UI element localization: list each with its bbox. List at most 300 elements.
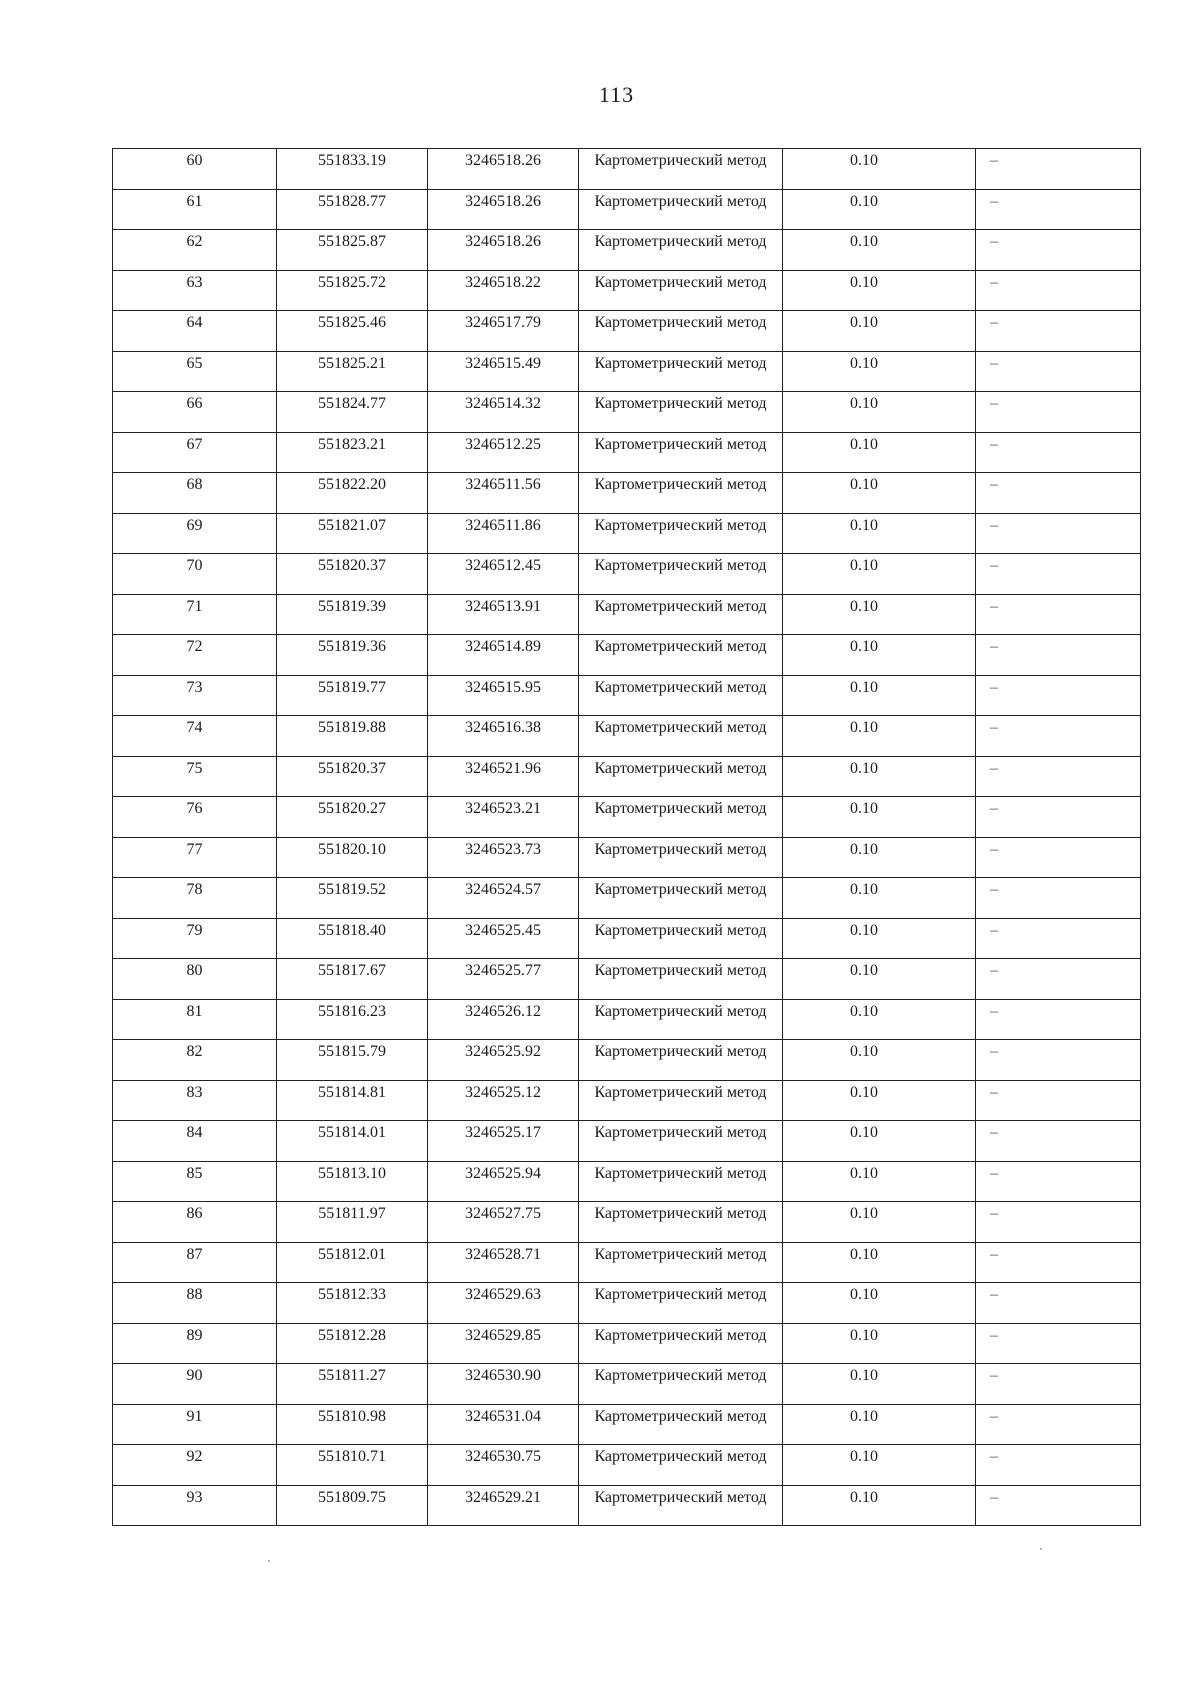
method-cell-text: Картометрический метод (594, 1083, 767, 1101)
method-cell (579, 918, 783, 959)
method-cell (579, 432, 783, 473)
method-cell-text: Картометрический метод (594, 881, 767, 898)
point-number-cell (113, 837, 277, 878)
x-coordinate-cell (277, 999, 428, 1040)
x-coordinate-cell-text: 551833.19 (318, 152, 386, 169)
note-cell (976, 432, 1141, 473)
point-number-cell (113, 675, 277, 716)
accuracy-cell-text: 0.10 (850, 1367, 878, 1384)
x-coordinate-cell-text: 551812.28 (318, 1326, 386, 1344)
y-coordinate-cell (428, 999, 579, 1040)
note-cell-text: – (990, 1488, 998, 1506)
point-number-cell-text: 91 (186, 1407, 203, 1425)
point-number-cell (113, 392, 277, 433)
method-cell (579, 1040, 783, 1081)
y-coordinate-cell (428, 797, 579, 838)
y-coordinate-cell (428, 1445, 579, 1486)
method-cell-text: Картометрический метод (594, 962, 767, 979)
coordinates-table-container (112, 148, 1140, 1526)
point-number-cell-text: 90 (186, 1367, 203, 1384)
y-coordinate-cell-text: 3246530.75 (465, 1448, 541, 1465)
page-number: 113 (598, 82, 635, 107)
point-number-cell-text: 80 (186, 962, 203, 979)
accuracy-cell-text: 0.10 (850, 314, 878, 331)
table-row (113, 1445, 1141, 1486)
note-cell-text: – (990, 1407, 998, 1425)
accuracy-cell-text: 0.10 (850, 557, 878, 574)
accuracy-cell (783, 1485, 976, 1526)
table-row (113, 959, 1141, 1000)
x-coordinate-cell-text: 551814.81 (318, 1083, 386, 1101)
note-cell (976, 1202, 1141, 1243)
accuracy-cell-text: 0.10 (850, 1164, 878, 1182)
point-number-cell (113, 635, 277, 676)
point-number-cell-text: 81 (186, 1002, 203, 1020)
x-coordinate-cell (277, 1283, 428, 1324)
table-row (113, 432, 1141, 473)
note-cell (976, 392, 1141, 433)
note-cell-text: – (990, 1205, 998, 1222)
point-number-cell-text: 93 (186, 1488, 203, 1506)
x-coordinate-cell (277, 432, 428, 473)
note-cell (976, 1364, 1141, 1405)
point-number-cell (113, 959, 277, 1000)
method-cell-text: Картометрический метод (594, 921, 767, 939)
accuracy-cell-text: 0.10 (850, 1002, 878, 1020)
x-coordinate-cell (277, 1404, 428, 1445)
method-cell-text: Картометрический метод (594, 719, 767, 736)
point-number-cell (113, 797, 277, 838)
y-coordinate-cell (428, 189, 579, 230)
x-coordinate-cell-text: 551820.27 (318, 800, 386, 817)
accuracy-cell-text: 0.10 (850, 678, 878, 696)
accuracy-cell (783, 1202, 976, 1243)
table-row (113, 1202, 1141, 1243)
x-coordinate-cell-text: 551810.98 (318, 1407, 386, 1425)
method-cell-text: Картометрический метод (594, 395, 767, 412)
accuracy-cell (783, 594, 976, 635)
method-cell-text: Картометрический метод (594, 1164, 767, 1182)
note-cell (976, 351, 1141, 392)
y-coordinate-cell-text: 3246531.04 (465, 1407, 541, 1425)
y-coordinate-cell-text: 3246514.32 (465, 395, 541, 412)
y-coordinate-cell (428, 1040, 579, 1081)
note-cell-text: – (990, 881, 998, 898)
y-coordinate-cell (428, 311, 579, 352)
x-coordinate-cell (277, 270, 428, 311)
point-number-cell-text: 78 (186, 881, 203, 898)
x-coordinate-cell (277, 1040, 428, 1081)
point-number-cell-text: 73 (186, 678, 203, 696)
method-cell (579, 230, 783, 271)
accuracy-cell-text: 0.10 (850, 1205, 878, 1222)
y-coordinate-cell-text: 3246518.22 (465, 273, 541, 291)
method-cell-text: Картометрический метод (594, 1286, 767, 1303)
accuracy-cell-text: 0.10 (850, 800, 878, 817)
method-cell-text: Картометрический метод (594, 435, 767, 453)
y-coordinate-cell-text: 3246512.25 (465, 435, 541, 453)
note-cell-text: – (990, 1286, 998, 1303)
method-cell (579, 473, 783, 514)
method-cell (579, 554, 783, 595)
method-cell (579, 1364, 783, 1405)
note-cell-text: – (990, 1124, 998, 1141)
accuracy-cell (783, 716, 976, 757)
y-coordinate-cell-text: 3246515.95 (465, 678, 541, 696)
point-number-cell-text: 64 (186, 314, 203, 331)
method-cell-text: Картометрический метод (594, 192, 767, 210)
note-cell (976, 1161, 1141, 1202)
note-cell-text: – (990, 395, 998, 412)
x-coordinate-cell-text: 551811.27 (318, 1367, 386, 1384)
x-coordinate-cell (277, 1323, 428, 1364)
point-number-cell (113, 1161, 277, 1202)
accuracy-cell-text: 0.10 (850, 840, 878, 858)
note-cell (976, 999, 1141, 1040)
x-coordinate-cell-text: 551819.39 (318, 597, 386, 615)
y-coordinate-cell (428, 554, 579, 595)
x-coordinate-cell (277, 1080, 428, 1121)
accuracy-cell-text: 0.10 (850, 759, 878, 777)
x-coordinate-cell (277, 1121, 428, 1162)
table-row (113, 594, 1141, 635)
x-coordinate-cell (277, 351, 428, 392)
accuracy-cell-text: 0.10 (850, 1326, 878, 1344)
note-cell (976, 473, 1141, 514)
y-coordinate-cell (428, 1323, 579, 1364)
note-cell-text: – (990, 719, 998, 736)
point-number-cell (113, 230, 277, 271)
table-row (113, 918, 1141, 959)
x-coordinate-cell-text: 551814.01 (318, 1124, 386, 1141)
point-number-cell (113, 1364, 277, 1405)
note-cell-text: – (990, 354, 998, 372)
table-row (113, 716, 1141, 757)
accuracy-cell (783, 918, 976, 959)
note-cell (976, 311, 1141, 352)
note-cell (976, 837, 1141, 878)
x-coordinate-cell (277, 837, 428, 878)
x-coordinate-cell (277, 1485, 428, 1526)
y-coordinate-cell (428, 1283, 579, 1324)
point-number-cell-text: 65 (186, 354, 203, 372)
y-coordinate-cell (428, 1404, 579, 1445)
point-number-cell (113, 1404, 277, 1445)
method-cell (579, 1404, 783, 1445)
note-cell-text: – (990, 759, 998, 777)
table-row (113, 999, 1141, 1040)
y-coordinate-cell-text: 3246530.90 (465, 1367, 541, 1384)
method-cell-text: Картометрический метод (594, 1124, 767, 1141)
point-number-cell (113, 554, 277, 595)
x-coordinate-cell-text: 551825.87 (318, 233, 386, 250)
table-row (113, 1242, 1141, 1283)
accuracy-cell (783, 473, 976, 514)
y-coordinate-cell-text: 3246524.57 (465, 881, 541, 898)
method-cell (579, 999, 783, 1040)
y-coordinate-cell (428, 878, 579, 919)
x-coordinate-cell-text: 551824.77 (318, 395, 386, 412)
accuracy-cell-text: 0.10 (850, 1488, 878, 1506)
method-cell (579, 270, 783, 311)
accuracy-cell (783, 1080, 976, 1121)
accuracy-cell-text: 0.10 (850, 273, 878, 291)
accuracy-cell (783, 959, 976, 1000)
accuracy-cell (783, 230, 976, 271)
table-row (113, 230, 1141, 271)
method-cell-text: Картометрический метод (594, 273, 767, 291)
point-number-cell-text: 85 (186, 1164, 203, 1182)
y-coordinate-cell (428, 392, 579, 433)
point-number-cell (113, 1121, 277, 1162)
point-number-cell (113, 1283, 277, 1324)
y-coordinate-cell-text: 3246514.89 (465, 638, 541, 655)
note-cell (976, 1404, 1141, 1445)
point-number-cell (113, 1445, 277, 1486)
note-cell (976, 513, 1141, 554)
point-number-cell-text: 75 (186, 759, 203, 777)
method-cell (579, 513, 783, 554)
accuracy-cell (783, 1161, 976, 1202)
accuracy-cell (783, 1323, 976, 1364)
point-number-cell-text: 67 (186, 435, 203, 453)
x-coordinate-cell-text: 551809.75 (318, 1488, 386, 1506)
x-coordinate-cell (277, 1202, 428, 1243)
method-cell (579, 716, 783, 757)
y-coordinate-cell (428, 635, 579, 676)
accuracy-cell (783, 513, 976, 554)
table-row (113, 1323, 1141, 1364)
y-coordinate-cell (428, 837, 579, 878)
x-coordinate-cell-text: 551823.21 (318, 435, 386, 453)
table-row (113, 635, 1141, 676)
method-cell-text: Картометрический метод (594, 1448, 767, 1465)
point-number-cell (113, 149, 277, 190)
x-coordinate-cell-text: 551825.72 (318, 273, 386, 291)
accuracy-cell (783, 1404, 976, 1445)
x-coordinate-cell (277, 230, 428, 271)
note-cell-text: – (990, 800, 998, 817)
y-coordinate-cell (428, 270, 579, 311)
x-coordinate-cell (277, 554, 428, 595)
method-cell (579, 797, 783, 838)
note-cell (976, 1323, 1141, 1364)
y-coordinate-cell (428, 1161, 579, 1202)
x-coordinate-cell (277, 149, 428, 190)
note-cell-text: – (990, 1448, 998, 1465)
y-coordinate-cell-text: 3246511.56 (465, 476, 541, 493)
method-cell (579, 878, 783, 919)
point-number-cell (113, 513, 277, 554)
accuracy-cell (783, 635, 976, 676)
method-cell (579, 392, 783, 433)
y-coordinate-cell-text: 3246511.86 (465, 516, 541, 534)
table-row (113, 311, 1141, 352)
table-row (113, 351, 1141, 392)
y-coordinate-cell (428, 351, 579, 392)
table-row (113, 1404, 1141, 1445)
method-cell-text: Картометрический метод (594, 759, 767, 777)
y-coordinate-cell-text: 3246525.45 (465, 921, 541, 939)
note-cell-text: – (990, 1245, 998, 1263)
y-coordinate-cell-text: 3246518.26 (465, 233, 541, 250)
method-cell-text: Картометрический метод (594, 800, 767, 817)
point-number-cell-text: 69 (186, 516, 203, 534)
table-row (113, 473, 1141, 514)
y-coordinate-cell (428, 1242, 579, 1283)
y-coordinate-cell-text: 3246523.73 (465, 840, 541, 858)
point-number-cell (113, 918, 277, 959)
accuracy-cell-text: 0.10 (850, 395, 878, 412)
method-cell (579, 351, 783, 392)
note-cell-text: – (990, 638, 998, 655)
y-coordinate-cell (428, 1202, 579, 1243)
table-row (113, 1364, 1141, 1405)
x-coordinate-cell-text: 551816.23 (318, 1002, 386, 1020)
y-coordinate-cell (428, 918, 579, 959)
accuracy-cell-text: 0.10 (850, 1286, 878, 1303)
x-coordinate-cell-text: 551819.88 (318, 719, 386, 736)
note-cell (976, 594, 1141, 635)
x-coordinate-cell (277, 311, 428, 352)
note-cell (976, 1080, 1141, 1121)
note-cell (976, 756, 1141, 797)
method-cell-text: Картометрический метод (594, 1326, 767, 1344)
x-coordinate-cell (277, 797, 428, 838)
x-coordinate-cell (277, 392, 428, 433)
method-cell-text: Картометрический метод (594, 1043, 767, 1060)
note-cell-text: – (990, 921, 998, 939)
x-coordinate-cell (277, 1161, 428, 1202)
point-number-cell-text: 74 (186, 719, 203, 736)
method-cell-text: Картометрический метод (594, 233, 767, 250)
x-coordinate-cell-text: 551818.40 (318, 921, 386, 939)
point-number-cell (113, 1080, 277, 1121)
x-coordinate-cell (277, 513, 428, 554)
y-coordinate-cell-text: 3246529.63 (465, 1286, 541, 1303)
x-coordinate-cell-text: 551820.37 (318, 557, 386, 574)
y-coordinate-cell (428, 432, 579, 473)
coordinates-table (112, 148, 1141, 1526)
coordinates-table-body (113, 149, 1141, 1526)
table-row (113, 513, 1141, 554)
method-cell (579, 756, 783, 797)
note-cell (976, 1242, 1141, 1283)
table-row (113, 270, 1141, 311)
point-number-cell-text: 83 (186, 1083, 203, 1101)
accuracy-cell (783, 311, 976, 352)
x-coordinate-cell-text: 551820.10 (318, 840, 386, 858)
accuracy-cell-text: 0.10 (850, 1124, 878, 1141)
method-cell-text: Картометрический метод (594, 1002, 767, 1020)
scan-speck (1040, 1548, 1042, 1550)
y-coordinate-cell (428, 959, 579, 1000)
point-number-cell-text: 87 (186, 1245, 203, 1263)
point-number-cell-text: 62 (186, 233, 203, 250)
point-number-cell-text: 68 (186, 476, 203, 493)
table-row (113, 675, 1141, 716)
y-coordinate-cell-text: 3246525.17 (465, 1124, 541, 1141)
point-number-cell-text: 79 (186, 921, 203, 939)
method-cell-text: Картометрический метод (594, 1407, 767, 1425)
y-coordinate-cell-text: 3246527.75 (465, 1205, 541, 1222)
y-coordinate-cell (428, 1080, 579, 1121)
note-cell-text: – (990, 1083, 998, 1101)
table-row (113, 189, 1141, 230)
method-cell-text: Картометрический метод (594, 476, 767, 493)
point-number-cell (113, 999, 277, 1040)
note-cell (976, 1445, 1141, 1486)
note-cell-text: – (990, 962, 998, 979)
method-cell-text: Картометрический метод (594, 1205, 767, 1222)
note-cell (976, 797, 1141, 838)
point-number-cell (113, 189, 277, 230)
y-coordinate-cell-text: 3246518.26 (465, 152, 541, 169)
y-coordinate-cell-text: 3246528.71 (465, 1245, 541, 1263)
point-number-cell (113, 270, 277, 311)
y-coordinate-cell (428, 1485, 579, 1526)
method-cell (579, 1445, 783, 1486)
accuracy-cell (783, 149, 976, 190)
table-row (113, 797, 1141, 838)
method-cell-text: Картометрический метод (594, 314, 767, 331)
note-cell-text: – (990, 1043, 998, 1060)
note-cell-text: – (990, 476, 998, 493)
point-number-cell-text: 63 (186, 273, 203, 291)
y-coordinate-cell (428, 513, 579, 554)
accuracy-cell-text: 0.10 (850, 435, 878, 453)
point-number-cell (113, 1202, 277, 1243)
x-coordinate-cell (277, 918, 428, 959)
accuracy-cell (783, 837, 976, 878)
y-coordinate-cell (428, 149, 579, 190)
point-number-cell (113, 1485, 277, 1526)
y-coordinate-cell (428, 594, 579, 635)
y-coordinate-cell (428, 716, 579, 757)
accuracy-cell (783, 1445, 976, 1486)
accuracy-cell-text: 0.10 (850, 1448, 878, 1465)
note-cell-text: – (990, 840, 998, 858)
method-cell (579, 189, 783, 230)
point-number-cell-text: 70 (186, 557, 203, 574)
y-coordinate-cell-text: 3246517.79 (465, 314, 541, 331)
method-cell-text: Картометрический метод (594, 1245, 767, 1263)
y-coordinate-cell (428, 1364, 579, 1405)
method-cell (579, 1242, 783, 1283)
point-number-cell-text: 60 (186, 152, 203, 169)
y-coordinate-cell (428, 675, 579, 716)
method-cell (579, 149, 783, 190)
method-cell (579, 1080, 783, 1121)
table-row (113, 392, 1141, 433)
y-coordinate-cell-text: 3246525.12 (465, 1083, 541, 1101)
point-number-cell (113, 1040, 277, 1081)
accuracy-cell-text: 0.10 (850, 233, 878, 250)
point-number-cell-text: 61 (186, 192, 203, 210)
y-coordinate-cell-text: 3246525.92 (465, 1043, 541, 1060)
accuracy-cell (783, 878, 976, 919)
y-coordinate-cell-text: 3246521.96 (465, 759, 541, 777)
point-number-cell-text: 84 (186, 1124, 203, 1141)
point-number-cell-text: 92 (186, 1448, 203, 1465)
accuracy-cell (783, 392, 976, 433)
x-coordinate-cell-text: 551812.33 (318, 1286, 386, 1303)
method-cell-text: Картометрический метод (594, 516, 767, 534)
method-cell-text: Картометрический метод (594, 557, 767, 574)
accuracy-cell (783, 1283, 976, 1324)
point-number-cell-text: 82 (186, 1043, 203, 1060)
x-coordinate-cell-text: 551821.07 (318, 516, 386, 534)
